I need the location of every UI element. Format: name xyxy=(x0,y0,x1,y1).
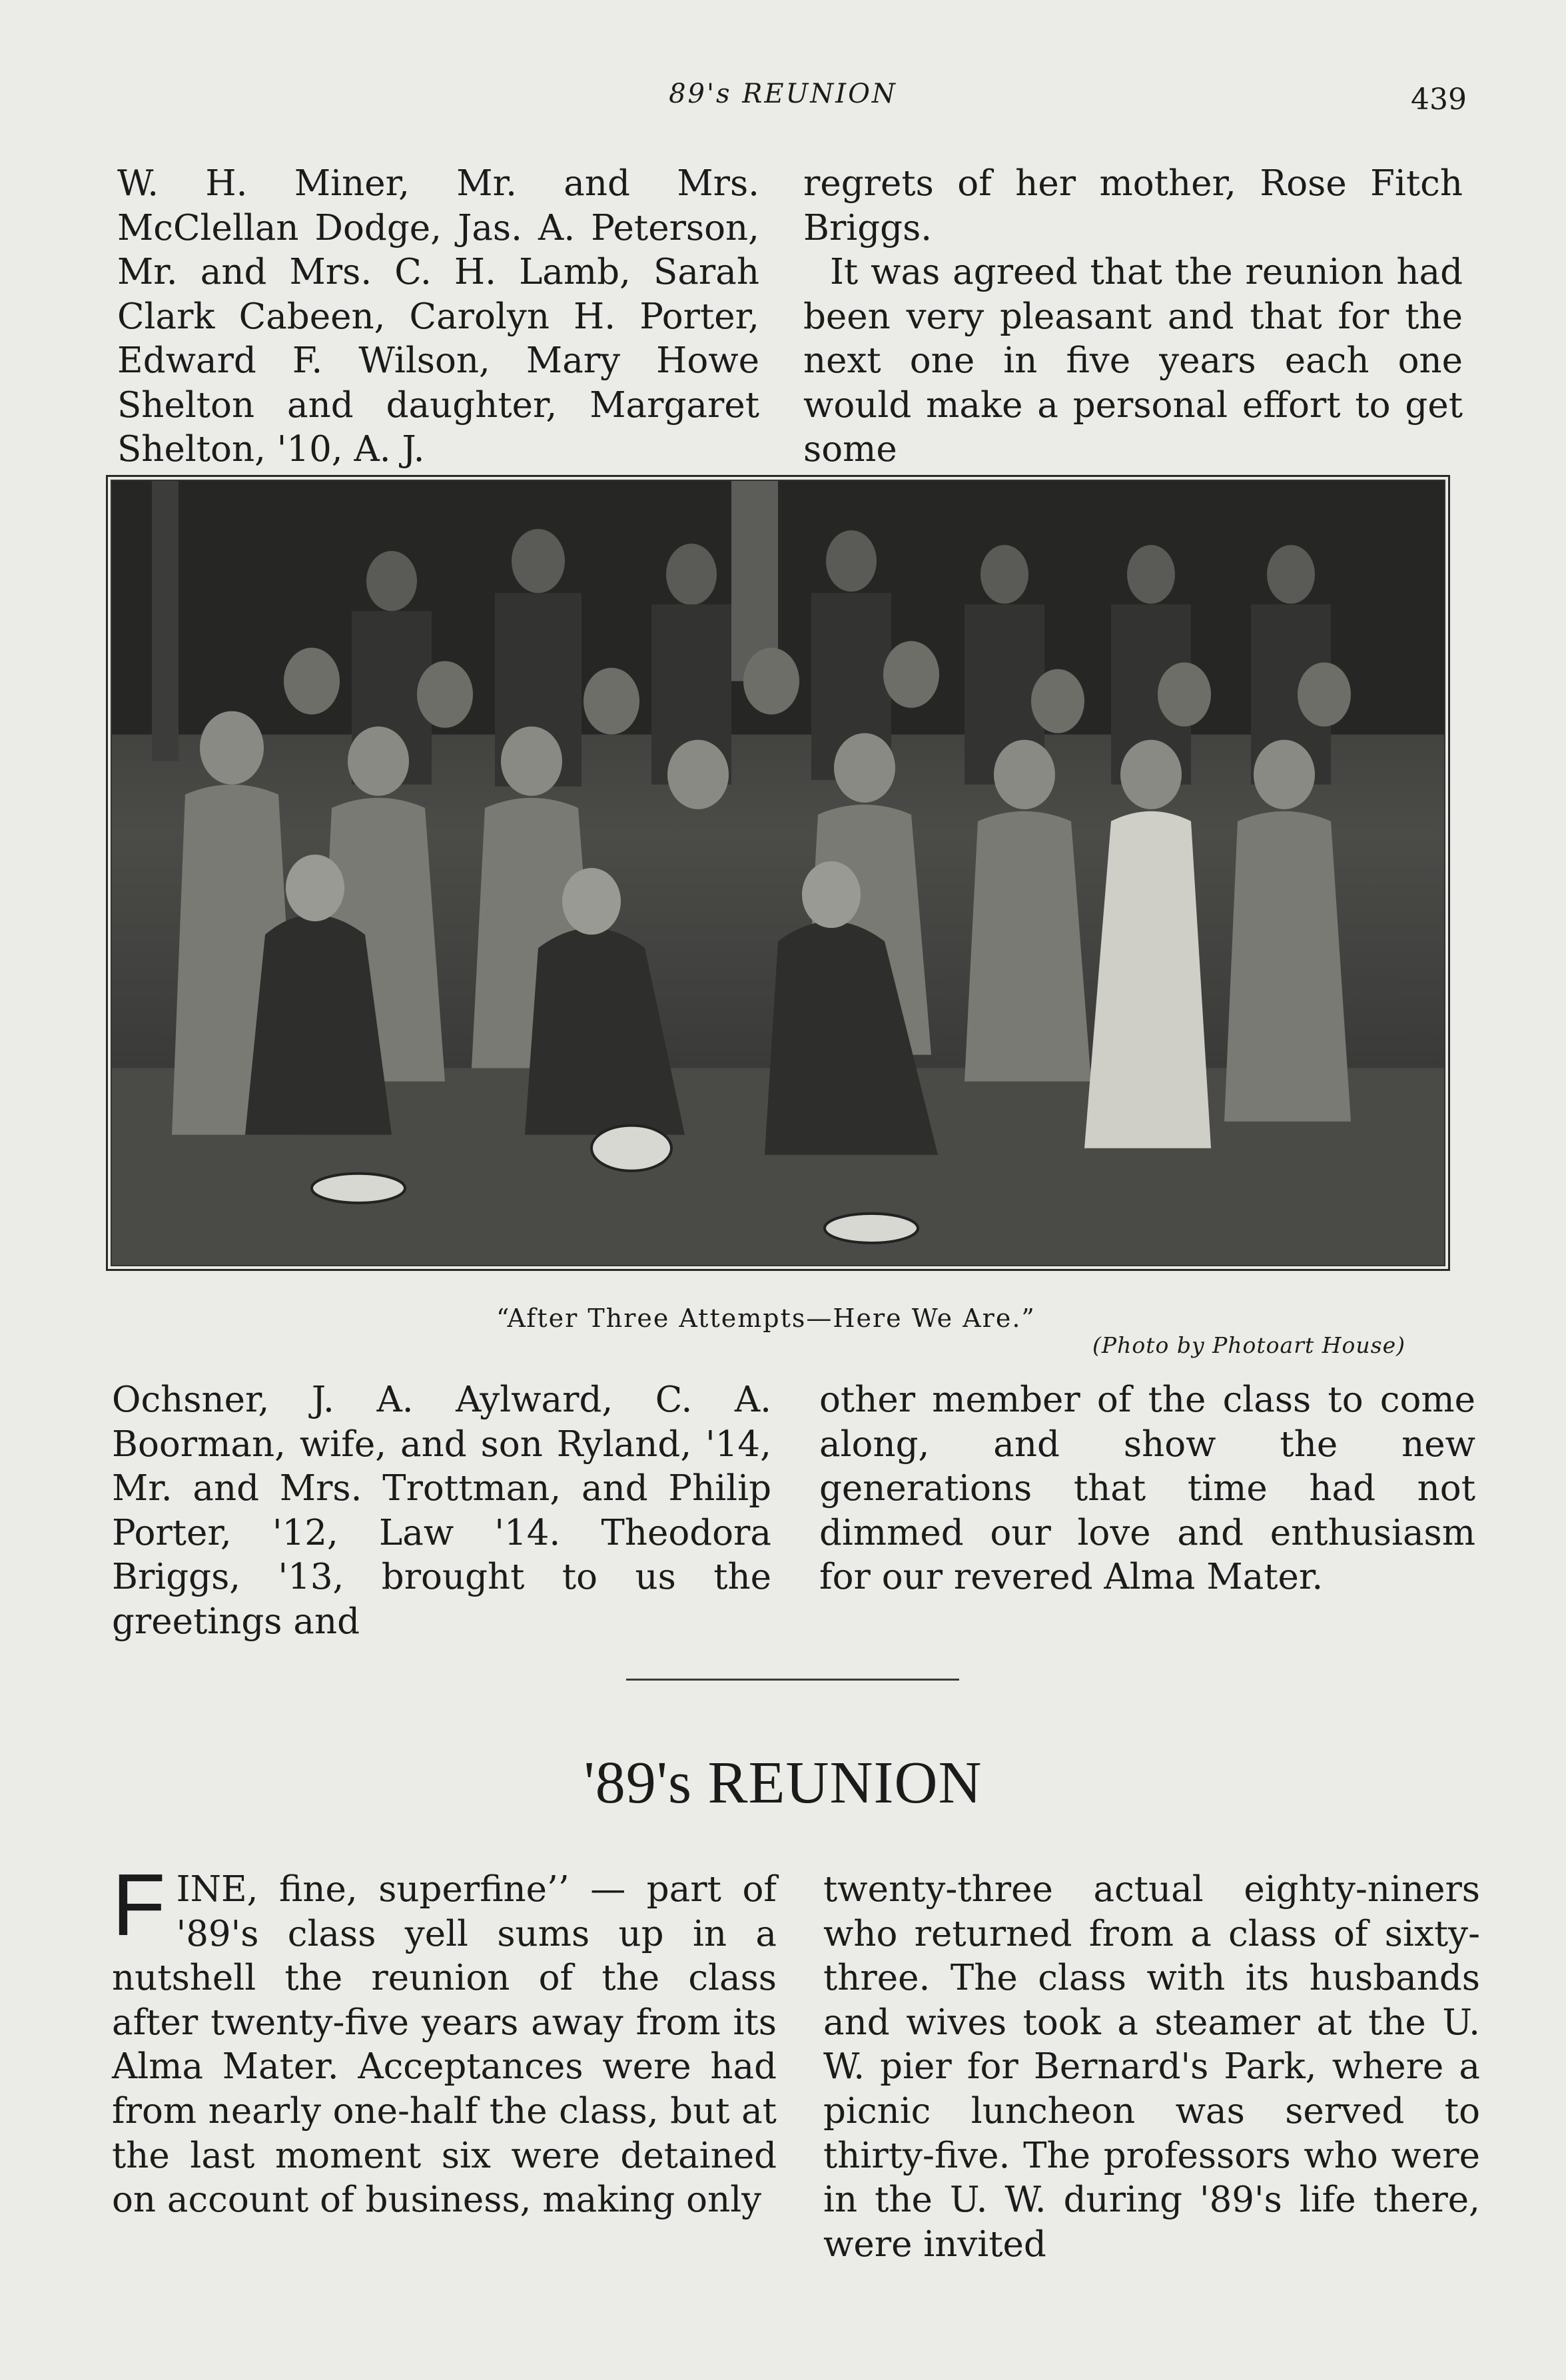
photo-credit: (Photo by Photoart House) xyxy=(1092,1332,1405,1358)
article-title: '89's REUNION xyxy=(584,1750,982,1816)
paragraph: twenty-three actual eighty-niners who returned from a class of sixty-three. The class with its husbands and wives took a steamer at the U. W. pier for Bernard's Park, where a picnic luncheon was served to thirty-five. The professors who were in the U. W. during '89's life there, were invited xyxy=(823,1869,1480,2265)
paragraph: other member of the class to come along, and show the new generations that time had not dimmed our love and enthusiasm for our revered Alma Mater. xyxy=(819,1380,1475,1597)
paragraph: W. H. Miner, Mr. and Mrs. McClellan Dodge, Jas. A. Peterson, Mr. and Mrs. C. H. Lamb, Sarah Clark Cabeen, Carolyn H. Porter, Edward F. Wilson, Mary Howe Shelton and daughter, Margaret Shelton, '10, A. J. xyxy=(117,163,759,470)
paragraph xyxy=(112,1856,777,2223)
paragraph: Ochsner, J. A. Aylward, C. A. Boorman, wife, and son Ryland, '14, Mr. and Mrs. Trottman, and Philip Porter, '12, Law '14. Theodora Briggs, '13, brought to us the greetings and xyxy=(112,1380,771,1642)
paragraph: It was agreed that the reunion had been very pleasant and that for the next one in five years each one would make a personal effort to get some xyxy=(803,252,1463,470)
top-right-column xyxy=(803,162,1463,472)
top-left-column xyxy=(117,162,759,472)
photo-image xyxy=(111,480,1445,1266)
page-number: 439 xyxy=(1411,83,1467,117)
group-photograph xyxy=(106,475,1450,1271)
article-right-column xyxy=(823,1868,1480,2267)
middle-left-column xyxy=(112,1378,771,1644)
running-head: 89's REUNION xyxy=(669,79,897,109)
photo-caption: “After Three Attempts—Here We Are.” xyxy=(496,1304,1036,1333)
section-divider xyxy=(626,1679,959,1681)
paragraph: regrets of her mother, Rose Fitch Briggs. xyxy=(803,163,1463,248)
paragraph-text: INE, fine, superfine’’ — part of '89's class yell sums up in a nutshell the reunion of the class after twenty-five years away from its Alma Mater. Acceptances were had from nearly one-half the class, but at the last moment six were detained on account of business, making only xyxy=(112,1869,777,2221)
drop-cap: F xyxy=(112,1856,166,1954)
article-left-column xyxy=(112,1856,777,2223)
middle-right-column xyxy=(819,1378,1475,1600)
